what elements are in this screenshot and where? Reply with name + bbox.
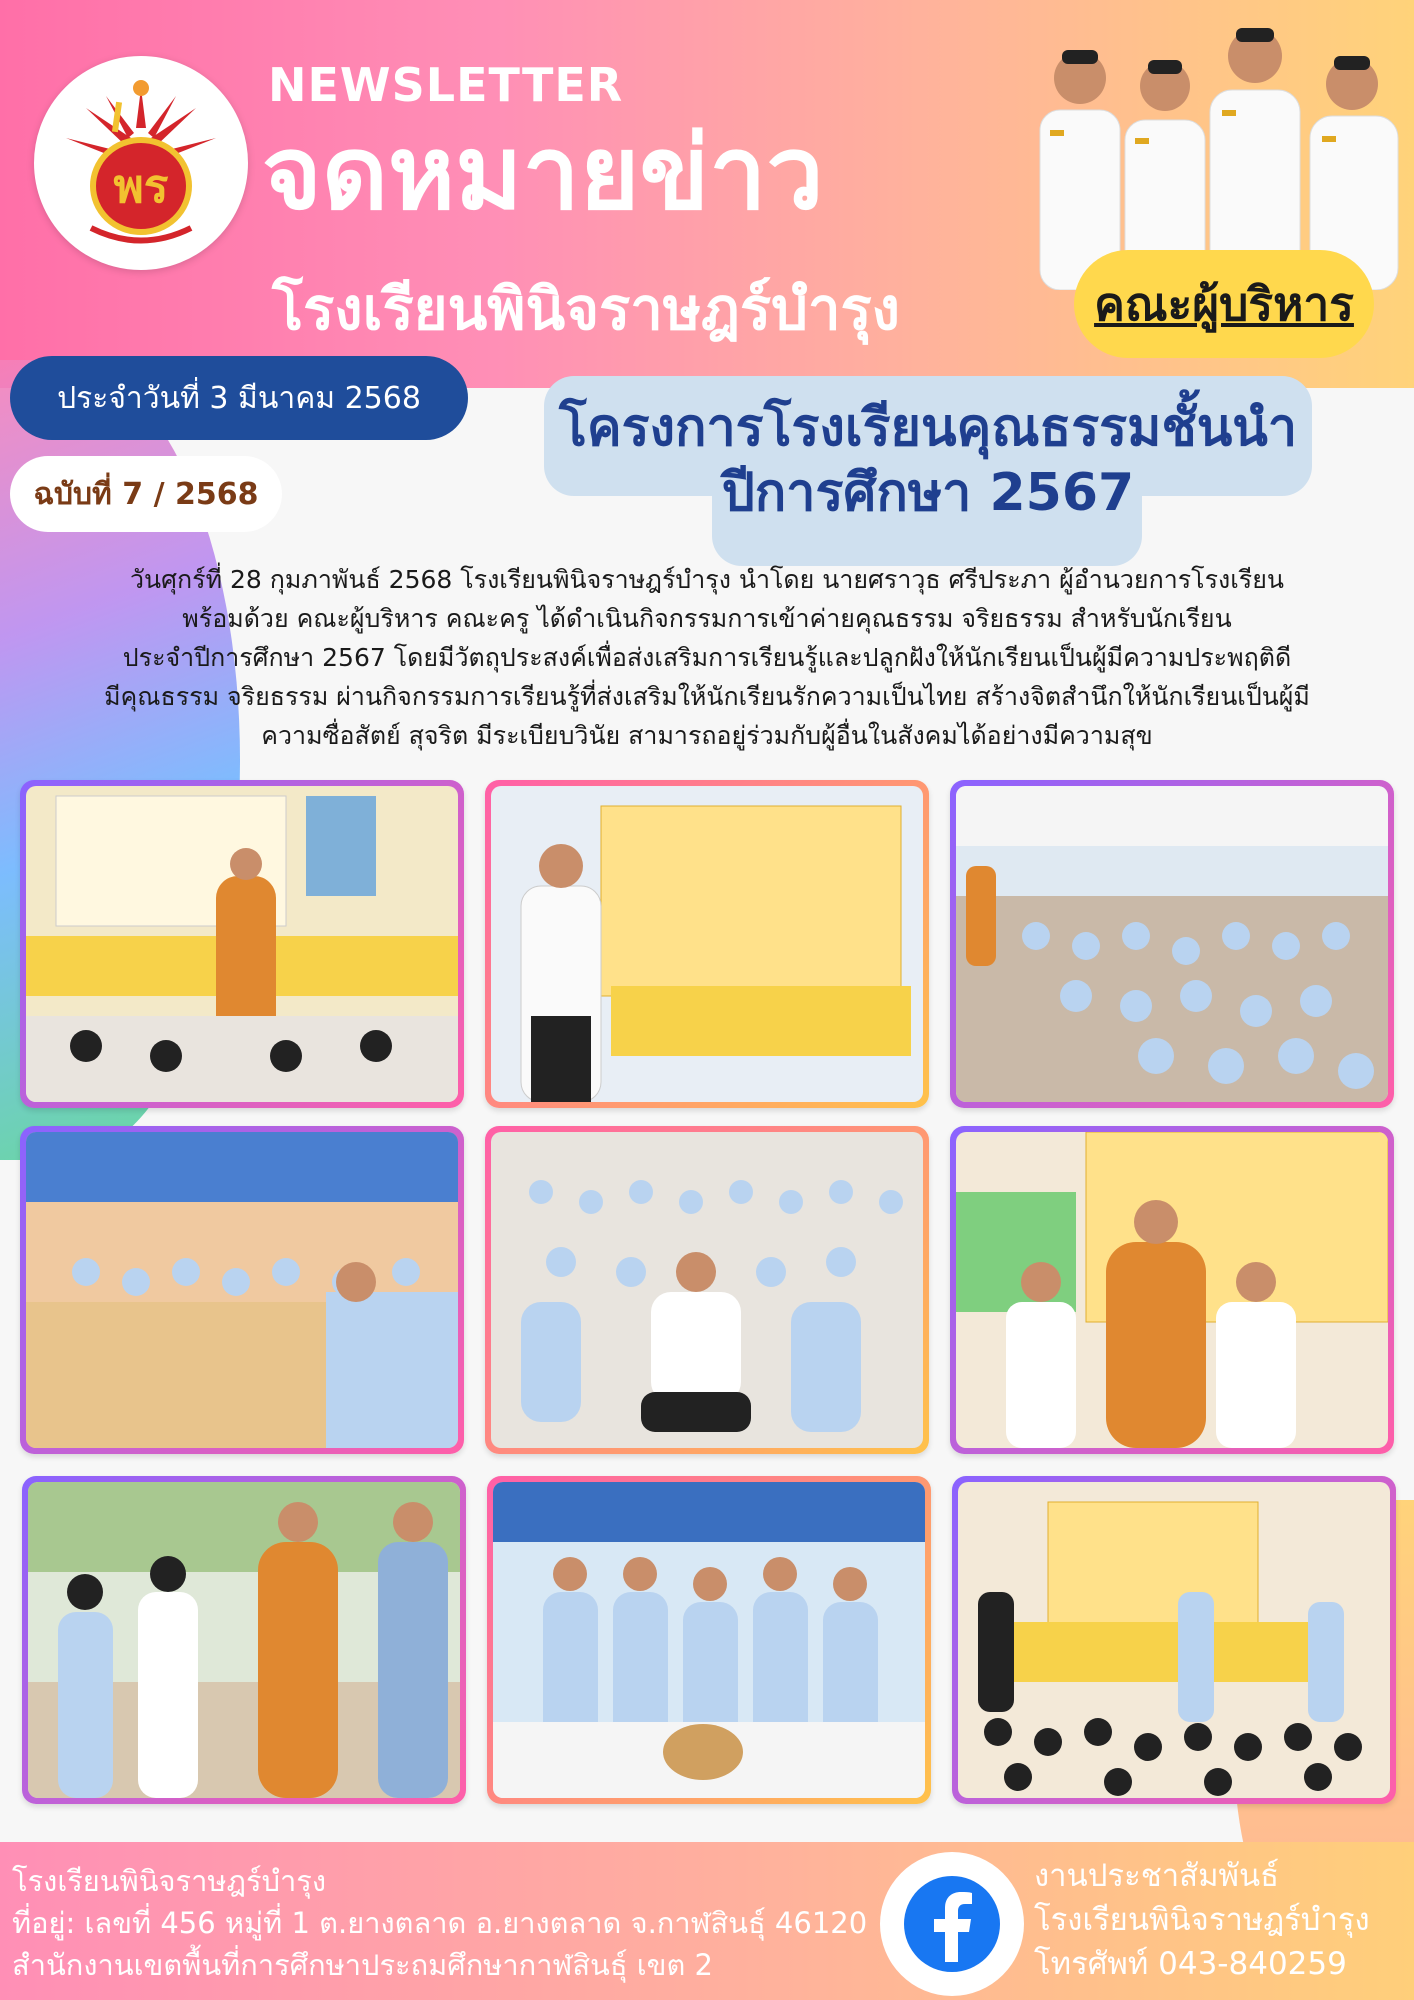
article-body	[50, 560, 1364, 755]
school-name: โรงเรียนพินิจราษฎร์บำรุง	[272, 275, 901, 343]
footer-contact	[12, 1860, 867, 1986]
footer-address: ที่อยู่: เลขที่ 456 หมู่ที่ 1 ต.ยางตลาด อ.ยางตลาด จ.กาฬสินธุ์ 46120	[12, 1906, 868, 1940]
footer-pr-label: งานประชาสัมพันธ์	[1034, 1858, 1280, 1894]
photo-director-speaking	[485, 780, 929, 1108]
article-line: ประจำปีการศึกษา 2567 โดยมีวัตถุประสงค์เพื่อส่งเสริมการเรียนรู้และปลูกฝังให้นักเรียนเป็นผู้มีความประพฤติดี	[122, 643, 1292, 672]
article-line: วันศุกร์ที่ 28 กุมภาพันธ์ 2568 โรงเรียนพินิจราษฎร์บำรุง นำโดย นายศราวุธ ศรีประภา ผู้อำนวยการโรงเรียน	[130, 565, 1284, 594]
article-line: พร้อมด้วย คณะผู้บริหาร คณะครู ได้ดำเนินกิจกรรมการเข้าค่ายคุณธรรม จริยธรรม สำหรับนักเรียน	[182, 604, 1232, 633]
article-line: มีคุณธรรม จริยธรรม ผ่านกิจกรรมการเรียนรู้ที่ส่งเสริมให้นักเรียนรักความเป็นไทย สร้างจิตสำนึกให้นักเรียนเป็นผู้มี	[104, 682, 1310, 711]
footer-school: โรงเรียนพินิจราษฎร์บำรุง	[12, 1864, 327, 1898]
issue-number: ฉบับที่ 7 / 2568	[10, 456, 282, 532]
photo-teachers-group	[487, 1476, 931, 1804]
project-title-line2: ปีการศึกษา 2567	[721, 463, 1135, 523]
photo-monk-with-boys	[950, 1126, 1394, 1454]
photo-gallery	[20, 780, 1394, 1812]
photo-monk-speaking-hall	[20, 780, 464, 1108]
photo-students-exercise	[485, 1126, 929, 1454]
footer-phone: โทรศัพท์ 043-840259	[1034, 1946, 1347, 1982]
school-emblem-icon	[46, 68, 236, 258]
school-logo	[34, 56, 248, 270]
photo-stage-activity	[952, 1476, 1396, 1804]
footer-office: สำนักงานเขตพื้นที่การศึกษาประถมศึกษากาฬสินธุ์ เขต 2	[12, 1948, 713, 1982]
project-title	[544, 396, 1312, 526]
svg-text:พร: พร	[113, 159, 169, 213]
photo-students-outdoor-1	[950, 780, 1394, 1108]
administrators-badge	[1074, 250, 1374, 358]
page-title: จดหมายข่าว	[262, 114, 824, 233]
facebook-icon[interactable]	[880, 1852, 1024, 1996]
administrators-label: คณะผู้บริหาร	[1094, 276, 1354, 331]
issue-date: ประจำวันที่ 3 มีนาคม 2568	[10, 356, 468, 440]
article-line: ความซื่อสัตย์ สุจริต มีระเบียบวินัย สามารถอยู่ร่วมกับผู้อื่นในสังคมได้อย่างมีความสุข	[261, 721, 1153, 750]
photo-students-prayer	[20, 1126, 464, 1454]
project-title-line1: โครงการโรงเรียนคุณธรรมชั้นนำ	[558, 398, 1298, 458]
footer-pr-school: โรงเรียนพินิจราษฎร์บำรุง	[1034, 1902, 1370, 1938]
footer-pr	[1034, 1854, 1370, 1986]
newsletter-label: NEWSLETTER	[268, 58, 624, 112]
photo-alms-offering	[22, 1476, 466, 1804]
